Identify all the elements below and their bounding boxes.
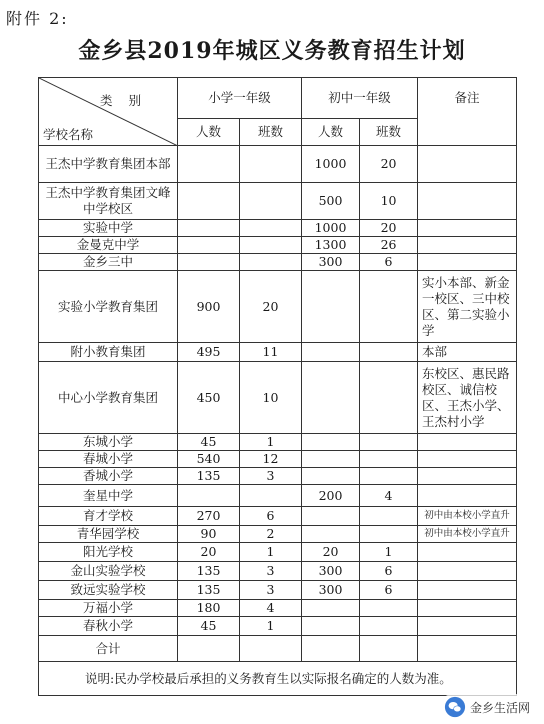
table-row	[39, 617, 517, 636]
school-name-cell: 致远实验学校	[39, 581, 178, 600]
attachment-label: 附件 2:	[6, 9, 69, 28]
junior-classes-cell	[360, 343, 418, 362]
school-name-cell: 王杰中学教育集团文峰中学校区	[39, 183, 178, 220]
primary-header: 小学一年级	[178, 78, 302, 119]
table-row	[39, 451, 517, 468]
total-cell	[360, 636, 418, 662]
table-body	[39, 78, 517, 696]
footnote: 说明:民办学校最后承担的义务教育生以实际报名确定的人数为准。	[39, 662, 517, 696]
remarks-cell	[418, 581, 517, 600]
school-name-cell: 奎星中学	[39, 485, 178, 507]
table-row	[39, 434, 517, 451]
table-row	[39, 507, 517, 526]
footnote-row	[39, 662, 517, 696]
primary-count-cell	[178, 146, 240, 183]
junior-count-cell: 300	[302, 581, 360, 600]
remarks-cell	[418, 146, 517, 183]
junior-count-cell	[302, 507, 360, 526]
junior-count-cell	[302, 271, 360, 343]
table-row	[39, 362, 517, 434]
remarks-cell	[418, 600, 517, 617]
remarks-cell	[418, 183, 517, 220]
primary-count-cell: 45	[178, 434, 240, 451]
junior-classes-cell: 6	[360, 254, 418, 271]
school-name-cell: 阳光学校	[39, 543, 178, 562]
junior-count-cell: 20	[302, 543, 360, 562]
school-name-cell: 香城小学	[39, 468, 178, 485]
junior-classes-cell: 6	[360, 562, 418, 581]
primary-count-cell: 45	[178, 617, 240, 636]
primary-classes-cell: 4	[240, 600, 302, 617]
school-name-cell: 青华园学校	[39, 526, 178, 543]
school-name-cell: 春秋小学	[39, 617, 178, 636]
table-row	[39, 581, 517, 600]
total-cell	[418, 636, 517, 662]
table-row	[39, 562, 517, 581]
school-name-cell: 春城小学	[39, 451, 178, 468]
table-row	[39, 343, 517, 362]
remarks-cell: 东校区、惠民路校区、诚信校区、王杰小学、王杰村小学	[418, 362, 517, 434]
remarks-cell	[418, 220, 517, 237]
school-name-cell: 金乡三中	[39, 254, 178, 271]
remarks-cell	[418, 254, 517, 271]
remarks-cell: 实小本部、新金一校区、三中校区、第二实验小学	[418, 271, 517, 343]
junior-count-cell: 200	[302, 485, 360, 507]
junior-count-cell	[302, 451, 360, 468]
diagonal-header-cell	[39, 78, 178, 146]
table-row	[39, 543, 517, 562]
total-label: 合计	[39, 636, 178, 662]
remarks-cell: 初中由本校小学直升	[418, 526, 517, 543]
remarks-cell	[418, 543, 517, 562]
junior-classes-cell: 10	[360, 183, 418, 220]
school-name-cell: 实验小学教育集团	[39, 271, 178, 343]
primary-classes-cell: 3	[240, 468, 302, 485]
primary-count-cell: 540	[178, 451, 240, 468]
enrollment-table	[38, 77, 517, 696]
primary-count-header: 人数	[178, 119, 240, 146]
junior-count-cell: 1000	[302, 146, 360, 183]
primary-count-cell: 90	[178, 526, 240, 543]
table-row	[39, 526, 517, 543]
junior-count-cell: 300	[302, 254, 360, 271]
table-row	[39, 271, 517, 343]
primary-count-cell	[178, 220, 240, 237]
document-title: 金乡县2019年城区义务教育招生计划	[78, 38, 466, 64]
primary-classes-cell: 6	[240, 507, 302, 526]
table-row	[39, 485, 517, 507]
junior-classes-cell	[360, 526, 418, 543]
primary-classes-cell: 10	[240, 362, 302, 434]
remarks-cell	[418, 562, 517, 581]
primary-count-cell: 135	[178, 562, 240, 581]
watermark-text: 金乡生活网	[469, 700, 530, 715]
school-name-cell: 附小教育集团	[39, 343, 178, 362]
total-cell	[178, 636, 240, 662]
school-name-cell: 东城小学	[39, 434, 178, 451]
junior-classes-cell	[360, 451, 418, 468]
primary-count-cell	[178, 254, 240, 271]
junior-count-cell	[302, 468, 360, 485]
junior-count-cell: 500	[302, 183, 360, 220]
primary-count-cell: 180	[178, 600, 240, 617]
primary-count-cell: 270	[178, 507, 240, 526]
primary-count-cell: 20	[178, 543, 240, 562]
primary-classes-cell: 3	[240, 581, 302, 600]
table-row	[39, 468, 517, 485]
school-name-cell: 金曼克中学	[39, 237, 178, 254]
primary-classes-cell	[240, 254, 302, 271]
category-label: 类 别	[100, 93, 147, 108]
remarks-cell	[418, 237, 517, 254]
primary-count-cell: 900	[178, 271, 240, 343]
primary-count-cell	[178, 183, 240, 220]
table-row	[39, 220, 517, 237]
primary-classes-cell: 1	[240, 434, 302, 451]
remarks-cell: 初中由本校小学直升	[418, 507, 517, 526]
total-cell	[240, 636, 302, 662]
junior-count-cell	[302, 434, 360, 451]
primary-count-cell	[178, 237, 240, 254]
school-name-cell: 中心小学教育集团	[39, 362, 178, 434]
table-row	[39, 600, 517, 617]
primary-classes-cell	[240, 183, 302, 220]
school-name-cell: 金山实验学校	[39, 562, 178, 581]
primary-count-cell: 495	[178, 343, 240, 362]
junior-classes-cell	[360, 434, 418, 451]
table-row	[39, 146, 517, 183]
junior-classes-cell: 20	[360, 146, 418, 183]
remarks-cell	[418, 617, 517, 636]
primary-count-cell: 450	[178, 362, 240, 434]
table-row	[39, 237, 517, 254]
primary-classes-cell: 3	[240, 562, 302, 581]
primary-classes-header: 班数	[240, 119, 302, 146]
primary-classes-cell: 1	[240, 543, 302, 562]
junior-count-cell	[302, 600, 360, 617]
primary-count-cell	[178, 485, 240, 507]
junior-count-cell: 300	[302, 562, 360, 581]
total-cell	[302, 636, 360, 662]
school-name-cell: 王杰中学教育集团本部	[39, 146, 178, 183]
junior-count-cell	[302, 617, 360, 636]
primary-classes-cell: 12	[240, 451, 302, 468]
junior-classes-cell	[360, 507, 418, 526]
junior-count-cell	[302, 343, 360, 362]
junior-header: 初中一年级	[302, 78, 418, 119]
school-name-label: 学校名称	[43, 127, 94, 142]
junior-classes-cell	[360, 600, 418, 617]
primary-classes-cell: 1	[240, 617, 302, 636]
junior-classes-cell: 4	[360, 485, 418, 507]
junior-count-header: 人数	[302, 119, 360, 146]
junior-count-cell	[302, 526, 360, 543]
watermark	[442, 694, 534, 720]
primary-classes-cell: 2	[240, 526, 302, 543]
junior-classes-cell	[360, 362, 418, 434]
remarks-cell	[418, 485, 517, 507]
primary-count-cell: 135	[178, 581, 240, 600]
remarks-cell: 本部	[418, 343, 517, 362]
primary-classes-cell	[240, 485, 302, 507]
junior-count-cell	[302, 362, 360, 434]
junior-classes-cell	[360, 468, 418, 485]
primary-classes-cell	[240, 220, 302, 237]
junior-classes-cell: 6	[360, 581, 418, 600]
remarks-cell	[418, 451, 517, 468]
junior-classes-cell: 20	[360, 220, 418, 237]
remarks-cell	[418, 468, 517, 485]
remarks-header: 备注	[418, 78, 517, 146]
primary-classes-cell: 11	[240, 343, 302, 362]
junior-classes-cell: 1	[360, 543, 418, 562]
school-name-cell: 育才学校	[39, 507, 178, 526]
primary-classes-cell: 20	[240, 271, 302, 343]
junior-classes-header: 班数	[360, 119, 418, 146]
junior-classes-cell: 26	[360, 237, 418, 254]
school-name-cell: 万福小学	[39, 600, 178, 617]
primary-count-cell: 135	[178, 468, 240, 485]
junior-count-cell: 1300	[302, 237, 360, 254]
primary-classes-cell	[240, 146, 302, 183]
junior-classes-cell	[360, 271, 418, 343]
school-name-cell: 实验中学	[39, 220, 178, 237]
junior-classes-cell	[360, 617, 418, 636]
table-row	[39, 183, 517, 220]
remarks-cell	[418, 434, 517, 451]
junior-count-cell: 1000	[302, 220, 360, 237]
table-row	[39, 254, 517, 271]
wechat-icon	[444, 696, 466, 718]
total-row	[39, 636, 517, 662]
primary-classes-cell	[240, 237, 302, 254]
header-row-1	[39, 78, 517, 119]
